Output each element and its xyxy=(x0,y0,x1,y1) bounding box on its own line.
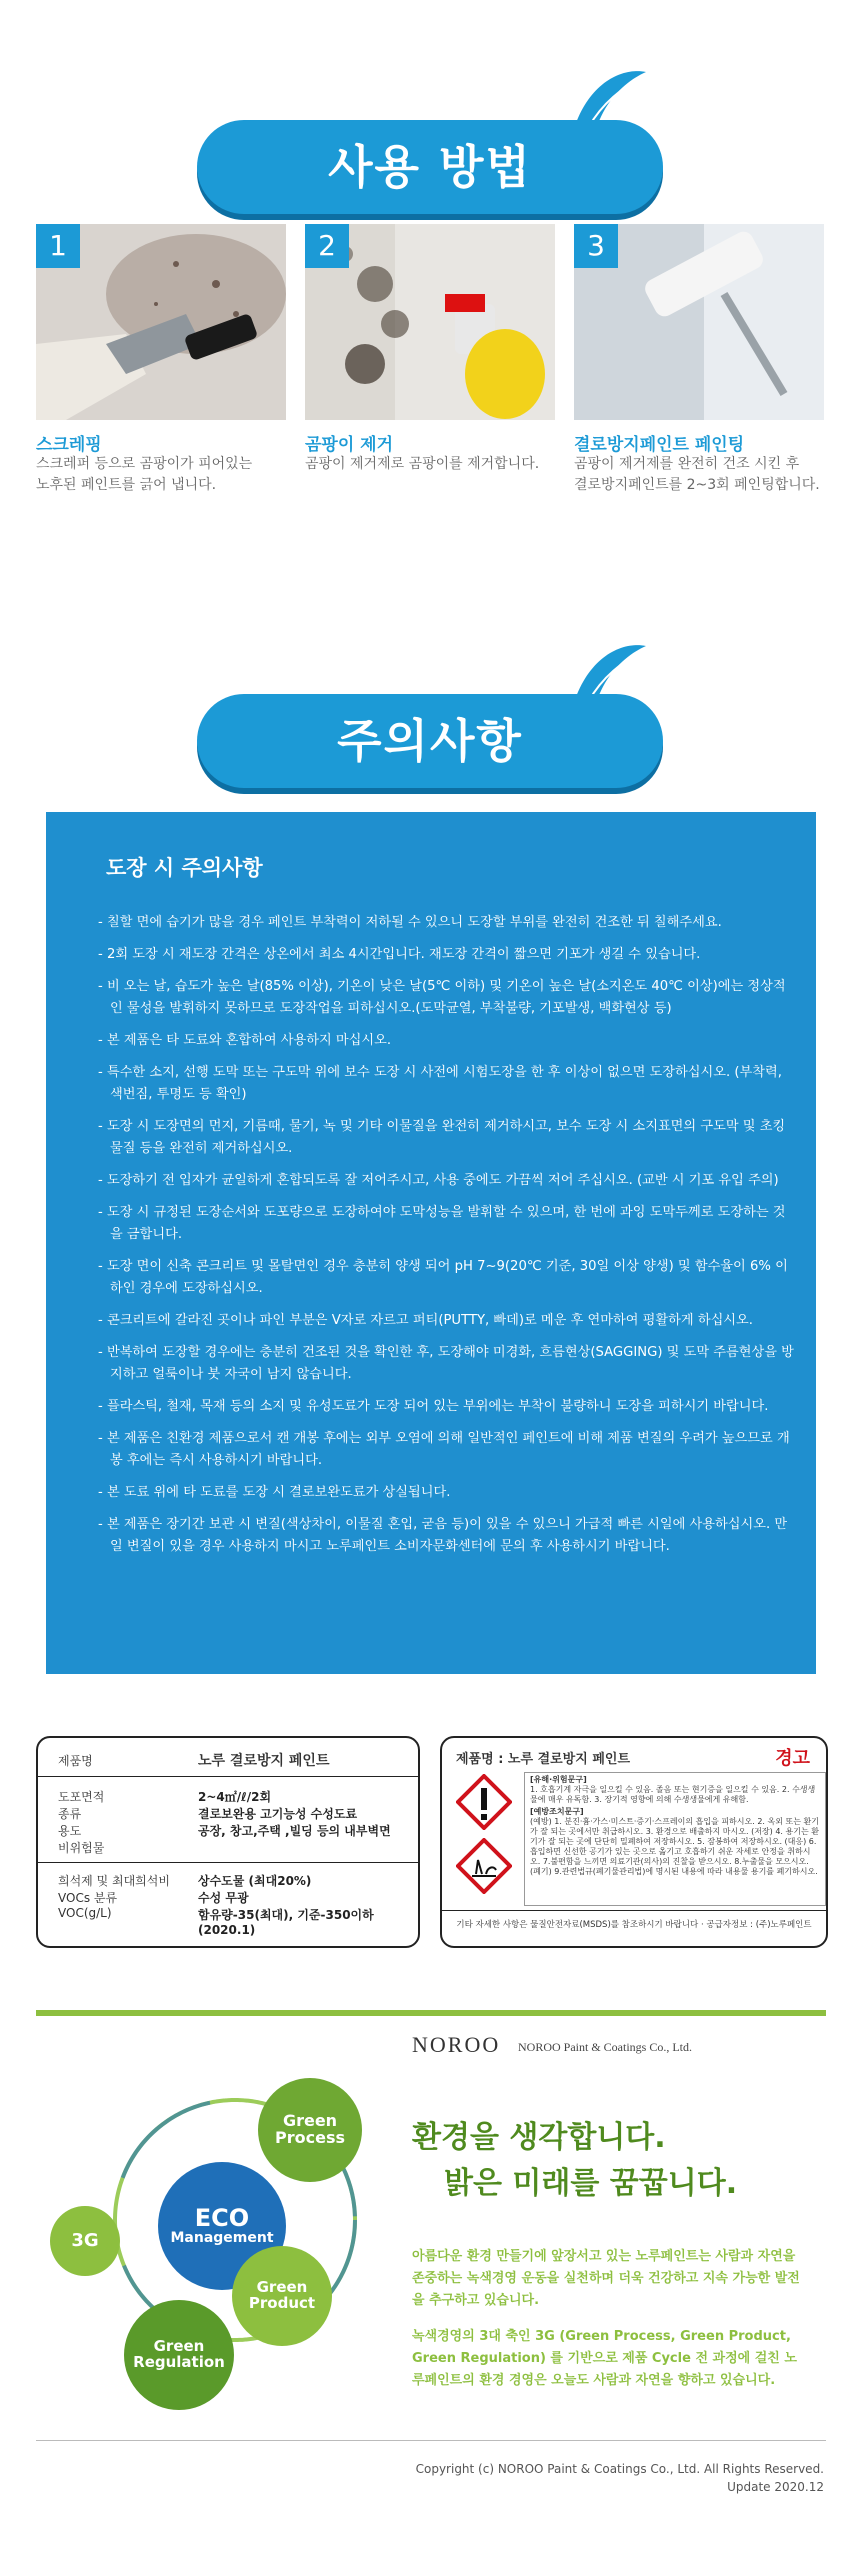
3g-bubble: 3G xyxy=(50,2206,120,2276)
eco-paragraph-2: 녹색경영의 3대 축인 3G (Green Process, Green Product, Green Regulation) 를 기반으로 제품 Cycle 전 과정에 걸친 노루페인트의 환경 경영은 오늘도 사람과 자연을 향하고 있습니다. xyxy=(412,2329,797,2388)
divider xyxy=(38,1862,418,1863)
list-item: - 특수한 소지, 선행 도막 또는 구도막 위에 보수 도장 시 사전에 시험도장을 한 후 이상이 없으면 도장하십시오. (부착력, 색번짐, 투명도 등 확인) xyxy=(98,1065,782,1102)
step-number: 2 xyxy=(305,224,349,268)
list-item: - 도장 면이 신축 콘크리트 및 몰탈면인 경우 충분히 양생 되어 pH 7~9(20℃ 기준, 30일 이상 양생) 및 함수율이 6% 이하인 경우에 도장하십시오. xyxy=(98,1259,788,1296)
list-item: - 칠할 면에 습기가 많을 경우 페인트 부착력이 저하될 수 있으니 도장할 부위를 완전히 건조한 뒤 칠해주세요. xyxy=(98,915,722,930)
list-item: - 본 도료 위에 타 도료를 도장 시 결로보완도료가 상실됩니다. xyxy=(98,1485,451,1500)
eco-headline-1: 환경을 생각합니다. xyxy=(412,2120,666,2155)
step-3-desc: 곰팡이 제거제를 완전히 건조 시킨 후 결로방지페인트를 2~3회 페인팅합니다. xyxy=(574,456,820,493)
eco-management-bubble: ECO Management xyxy=(158,2162,286,2290)
caution-list xyxy=(98,912,798,1568)
step-3-title: 결로방지페인트 페인팅 xyxy=(574,435,745,455)
usage-title: 사용 방법 xyxy=(197,120,663,214)
list-item: - 콘크리트에 갈라진 곳이나 파인 부분은 V자로 자르고 퍼티(PUTTY, 빠데)로 메운 후 연마하여 평활하게 하십시오. xyxy=(98,1313,753,1328)
list-item: - 본 제품은 친환경 제품으로서 캔 개봉 후에는 외부 오염에 의해 일반적인 페인트에 비해 제품 변질의 우려가 높으므로 개봉 후에는 즉시 사용하시기 바랍니다. xyxy=(98,1431,790,1468)
list-item: - 도장하기 전 입자가 균일하게 혼합되도록 잘 저어주시고, 사용 중에도 가끔씩 저어 주십시오. (교반 시 기포 유입 주의) xyxy=(98,1173,779,1188)
step-3-image xyxy=(574,224,824,420)
green-process-bubble: Green Process xyxy=(258,2078,362,2182)
step-1-desc: 스크레퍼 등으로 곰팡이가 피어있는 노후된 페인트를 긁어 냅니다. xyxy=(36,456,253,493)
hazard-label-card xyxy=(440,1736,828,1948)
hazard-footer: 기타 자세한 사항은 물질안전자료(MSDS)를 참조하시기 바랍니다 · 공급자정보 : (주)노루페인트 xyxy=(456,1920,812,1930)
list-item: - 본 제품은 타 도료와 혼합하여 사용하지 마십시오. xyxy=(98,1033,392,1048)
product-spec-card: 제품명 노루 결로방지 페인트 도포면적 2~4㎡/ℓ/2회 종류 결로보완용 고기능성 수성도료 용도 공장, 창고,주택 ,빌딩 등의 내부벽면 비위험물 희석제 및 최대희석비 상수도물 (최대20%) VOCs 분류 수성 무광 VOC(g/L) 함유량-35(최대), 기준-350이하(2020.1) xyxy=(36,1736,420,1948)
footer-divider xyxy=(36,2440,826,2441)
precaution-head: [예방조치문구] xyxy=(530,1807,584,1816)
list-item: - 도장 시 규정된 도장순서와 도포량으로 도장하여야 도막성능을 발휘할 수 있으며, 한 번에 과잉 도막두께로 도장하는 것을 금합니다. xyxy=(98,1205,786,1242)
step-1-image xyxy=(36,224,286,420)
step-number: 3 xyxy=(574,224,618,268)
caution-box xyxy=(46,812,816,1674)
list-item: - 본 제품은 장기간 보관 시 변질(색상차이, 이물질 혼입, 굳음 등)이 있을 수 있으니 가급적 빠른 시일에 사용하십시오. 만일 변질이 있을 경우 사용하지 마시고 노루페인트 소비자문화센터에 문의 후 사용하시기 바랍니다. xyxy=(98,1517,788,1554)
exclamation-hazard-icon xyxy=(456,1774,512,1830)
list-item: - 플라스틱, 철재, 목재 등의 소지 및 유성도료가 도장 되어 있는 부위에는 부착이 불량하니 도장을 피하시기 바랍니다. xyxy=(98,1399,769,1414)
list-item: - 반복하여 도장할 경우에는 충분히 건조된 것을 확인한 후, 도장해야 미경화, 흐름현상(SAGGING) 및 도막 주름현상을 방지하고 얼룩이나 붓 자국이 남지 않습니다. xyxy=(98,1345,794,1382)
product-name-value: 노루 결로방지 페인트 xyxy=(198,1753,330,1769)
step-2-image xyxy=(305,224,555,420)
caution-box-title: 도장 시 주의사항 xyxy=(106,856,263,880)
eco-headline-2: 밝은 미래를 꿈꿉니다. xyxy=(444,2166,738,2201)
warning-signal-word: 경고 xyxy=(775,1748,810,1769)
list-item: - 비 오는 날, 습도가 높은 날(85% 이상), 기온이 낮은 날(5℃ 이하) 및 기온이 높은 날(소지온도 40℃ 이상)에는 정상적인 물성을 발휘하지 못하므로 도장작업을 피하십시오.(도막균열, 부착불량, 기포발생, 백화현상 등) xyxy=(98,979,786,1016)
product-name-label: 제품명 xyxy=(58,1754,93,1768)
environment-hazard-icon xyxy=(456,1838,512,1894)
green-product-bubble: Green Product xyxy=(232,2246,332,2346)
green-regulation-bubble: Green Regulation xyxy=(124,2300,234,2410)
noroo-logo: NOROO xyxy=(412,2032,501,2057)
precaution-text: (예방) 1. 분진·흄·가스·미스트·증기·스프레이의 흡입을 피하시오. 2. 옥외 또는 환기가 잘 되는 곳에서만 취급하시오. 3. 환경으로 배출하지 마시오. (저장) 4. 용기는 환기가 잘 되는 곳에 단단히 밀폐하여 저장하시오. 5. 잠봉하여 저장하시오. (대응) 6. 흡입하면 신선한 공기가 있는 곳으로 옮기고 호흡하기 쉬운 자세로 안정을 취하시오. 7.불편함을 느끼면 의료기관(의사)의 진찰을 받으시오. 8.누출물을 모으시오. (폐기) 9.관련법규(폐기물관리법)에 명시된 내용에 따라 내용물 용기를 폐기하시오. xyxy=(530,1817,819,1876)
eco-divider-bar xyxy=(36,2010,826,2016)
step-2-desc: 곰팡이 제거제로 곰팡이를 제거합니다. xyxy=(305,456,540,472)
divider xyxy=(442,1910,826,1911)
hazard-text-box xyxy=(524,1772,826,1906)
step-2-title: 곰팡이 제거 xyxy=(305,435,394,455)
step-number: 1 xyxy=(36,224,80,268)
eco-paragraph-1: 아름다운 환경 만들기에 앞장서고 있는 노루페인트는 사람과 자연을 존중하는 녹색경영 운동을 실천하며 더욱 건강하고 지속 가능한 발전을 추구하고 있습니다. xyxy=(412,2249,800,2308)
hazard-statement-text: 1. 호흡기계 자극을 일으킬 수 있음. 졸음 또는 현기증을 일으킬 수 있음. 2. 수생생물에 매우 유독함. 3. 장기적 영향에 의해 수생생물에게 유해함. xyxy=(530,1785,816,1804)
list-item: - 도장 시 도장면의 먼지, 기름때, 물기, 녹 및 기타 이물질을 완전히 제거하시고, 보수 도장 시 소지표면의 구도막 및 초킹 물질 등을 완전히 제거하십시오. xyxy=(98,1119,786,1156)
company-name: NOROO Paint & Coatings Co., Ltd. xyxy=(518,2040,693,2054)
step-1-title: 스크레핑 xyxy=(36,435,102,455)
divider xyxy=(38,1776,418,1777)
update-text: Update 2020.12 xyxy=(727,2480,824,2494)
hazard-statement-head: [유해·위험문구] xyxy=(530,1775,587,1784)
hazard-product-name: 제품명 : 노루 결로방지 페인트 xyxy=(456,1752,630,1767)
list-item: - 2회 도장 시 재도장 간격은 상온에서 최소 4시간입니다. 재도장 간격이 짧으면 기포가 생길 수 있습니다. xyxy=(98,947,701,962)
caution-title: 주의사항 xyxy=(197,694,663,788)
copyright-text: Copyright (c) NOROO Paint & Coatings Co., Ltd. All Rights Reserved. xyxy=(415,2462,824,2476)
